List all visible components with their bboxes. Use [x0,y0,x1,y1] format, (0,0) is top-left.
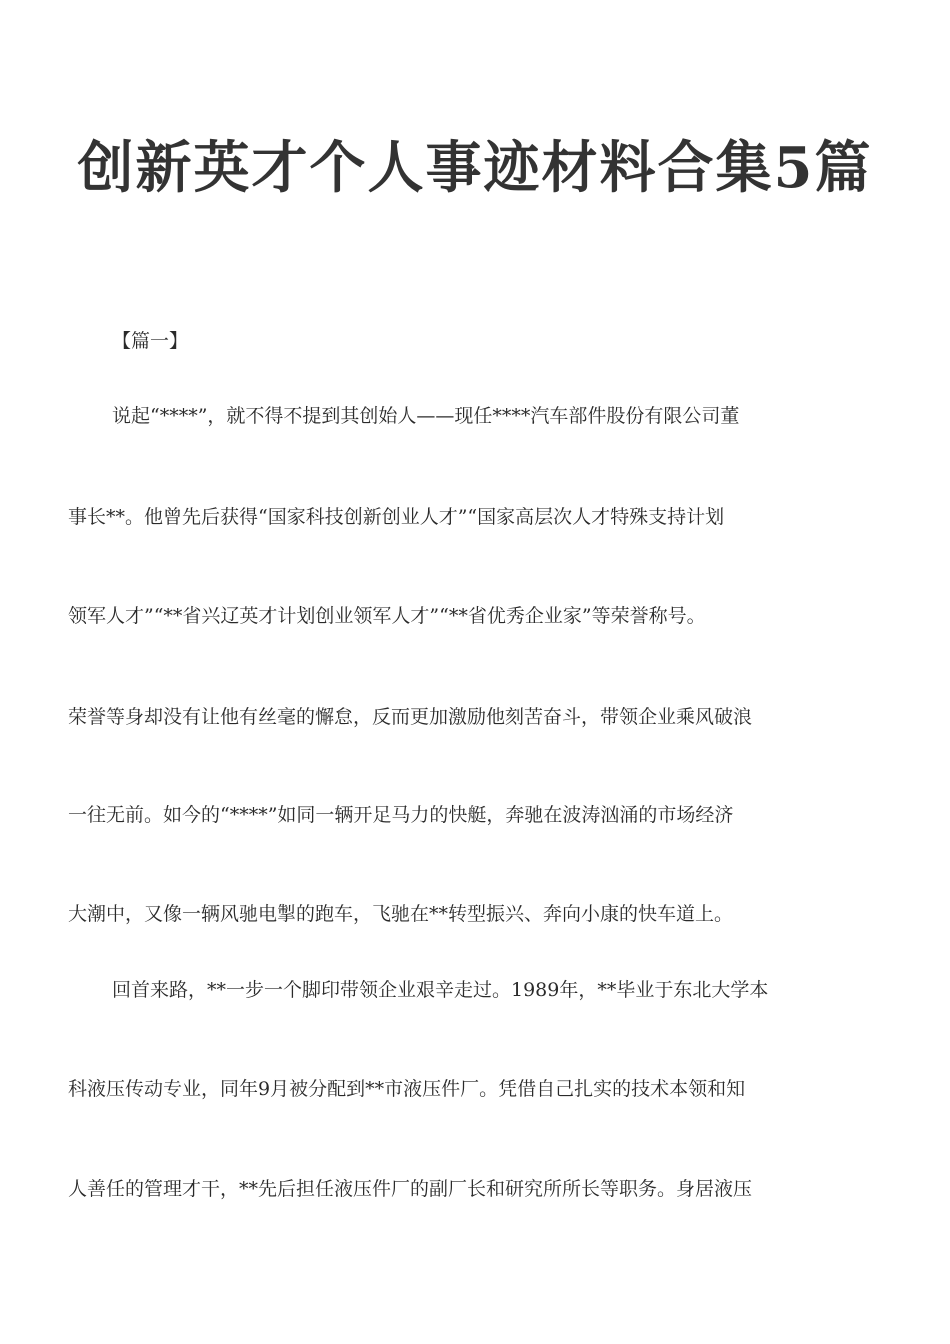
body-text-line: 荣誉等身却没有让他有丝毫的懈怠，反而更加激励他刻苦奋斗，带领企业乘风破浪 [68,706,753,728]
body-text-line: 领军人才”“**省兴辽英才计划创业领军人才”“**省优秀企业家”等荣誉称号。 [68,605,706,627]
section-heading: 【篇一】 [112,330,189,352]
document-title: 创新英才个人事迹材料合集5篇 [77,135,873,201]
body-text-line: 说起“****”，就不得不提到其创始人——现任****汽车部件股份有限公司董 [112,405,740,427]
body-text-line: 科液压传动专业，同年9月被分配到**市液压件厂。凭借自己扎实的技术本领和知 [68,1078,746,1100]
body-text-line: 人善任的管理才干，**先后担任液压件厂的副厂长和研究所所长等职务。身居液压 [68,1178,753,1200]
body-text-line: 回首来路，**一步一个脚印带领企业艰辛走过。1989年，**毕业于东北大学本 [112,979,769,1001]
body-text-line: 事长**。他曾先后获得“国家科技创新创业人才”“国家高层次人才特殊支持计划 [68,506,725,528]
body-text-line: 一往无前。如今的“****”如同一辆开足马力的快艇，奔驰在波涛汹涌的市场经济 [68,804,734,826]
body-text-line: 大潮中，又像一辆风驰电掣的跑车，飞驰在**转型振兴、奔向小康的快车道上。 [68,903,734,925]
